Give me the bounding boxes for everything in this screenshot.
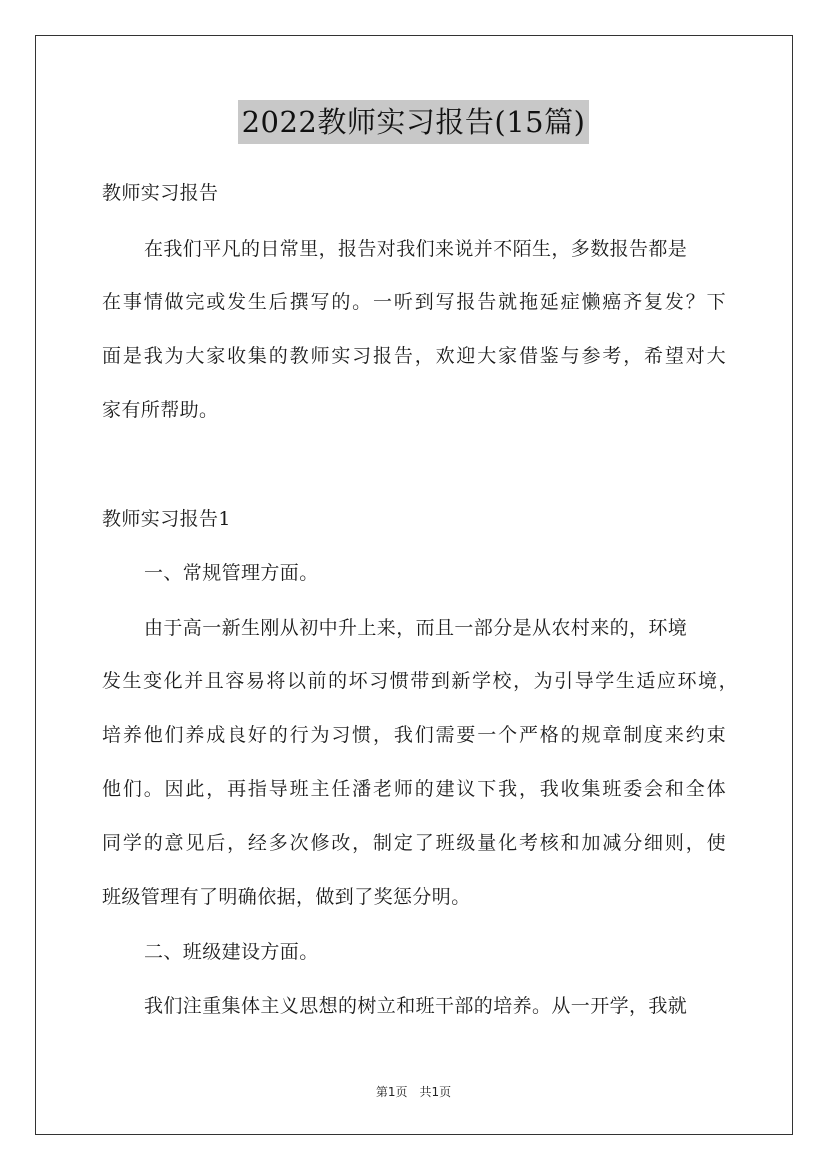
- subsection-heading: 一、常规管理方面。: [144, 562, 319, 584]
- paragraph-line: 家有所帮助。: [102, 399, 219, 421]
- paragraph-line: 面是我为大家收集的教师实习报告，欢迎大家借鉴与参考，希望对大: [102, 345, 726, 367]
- paragraph-line: 同学的意见后，经多次修改，制定了班级量化考核和加减分细则，使: [102, 832, 726, 854]
- section-heading: 教师实习报告: [102, 182, 219, 204]
- section-heading: 教师实习报告1: [102, 508, 231, 530]
- paragraph-line: 在事情做完或发生后撰写的。一听到写报告就拖延症懒癌齐复发？下: [102, 291, 726, 313]
- paragraph-line: 在我们平凡的日常里，报告对我们来说并不陌生，多数报告都是: [144, 238, 688, 260]
- paragraph-line: 我们注重集体主义思想的树立和班干部的培养。从一开学，我就: [144, 995, 688, 1017]
- paragraph-line: 他们。因此，再指导班主任潘老师的建议下我，我收集班委会和全体: [102, 778, 726, 800]
- page-number: 第1页 共1页: [375, 1085, 452, 1099]
- paragraph-line: 由于高一新生刚从初中升上来，而且一部分是从农村来的，环境: [144, 617, 688, 639]
- paragraph-line: 发生变化并且容易将以前的坏习惯带到新学校，为引导学生适应环境，: [102, 670, 738, 692]
- subsection-heading: 二、班级建设方面。: [144, 941, 319, 963]
- document-title: 2022教师实习报告(15篇): [238, 100, 590, 144]
- paragraph-line: 班级管理有了明确依据，做到了奖惩分明。: [102, 886, 471, 908]
- title-container: [0, 100, 827, 144]
- paragraph-line: 培养他们养成良好的行为习惯，我们需要一个严格的规章制度来约束: [102, 724, 726, 746]
